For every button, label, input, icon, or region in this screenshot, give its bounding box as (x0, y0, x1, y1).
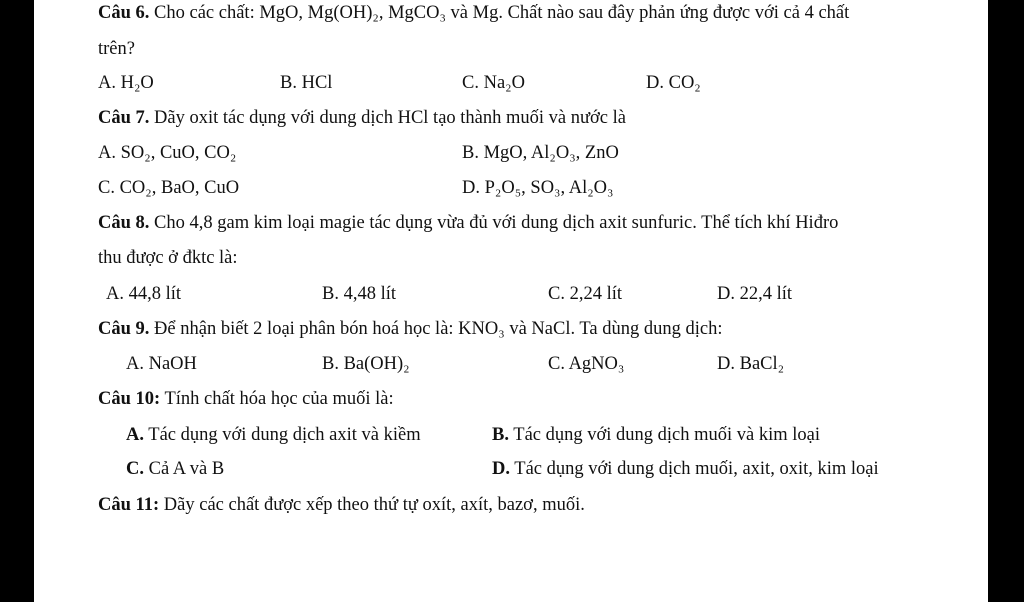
question-6-label: Câu 6. (98, 3, 150, 23)
q10-option-c (126, 458, 224, 480)
question-8-text: Cho 4,8 gam kim loại magie tác dụng vừa đủ với dung dịch axit sunfuric. Thể tích khí Hiđro (154, 213, 839, 233)
question-9-label: Câu 9. (98, 319, 150, 339)
q10-option-c-text: Cả A và B (148, 459, 225, 479)
question-10 (98, 388, 394, 410)
q10-option-a (126, 424, 421, 446)
q10-option-d-text: Tác dụng với dung dịch muối, axit, oxit, kim loại (514, 459, 879, 479)
question-9-text: Để nhận biết 2 loại phân bón hoá học là: KNO₃ và NaCl. Ta dùng dung dịch: (154, 319, 723, 339)
question-6 (98, 2, 849, 24)
question-6-text-cont: trên? (98, 39, 135, 59)
question-7 (98, 107, 626, 129)
question-11 (98, 494, 585, 516)
question-7-label: Câu 7. (98, 108, 150, 128)
q7-option-c: C. CO₂, BaO, CuO (98, 178, 240, 198)
q10-option-c-letter: C. (126, 459, 144, 479)
q7-option-a: A. SO₂, CuO, CO₂ (98, 143, 237, 163)
question-9 (98, 318, 722, 340)
q10-option-a-letter: A. (126, 425, 144, 445)
q6-option-d: D. CO₂ (646, 73, 701, 93)
question-8 (98, 212, 838, 234)
q10-option-b-letter: B. (492, 425, 509, 445)
question-10-text: Tính chất hóa học của muối là: (164, 389, 394, 409)
q10-option-b (492, 424, 820, 446)
q6-option-b: B. HCl (280, 73, 333, 93)
question-7-text: Dãy oxit tác dụng với dung dịch HCl tạo thành muối và nước là (154, 108, 626, 128)
q9-option-c: C. AgNO₃ (548, 354, 625, 374)
q8-option-d: D. 22,4 lít (717, 284, 793, 304)
q8-option-b: B. 4,48 lít (322, 284, 397, 304)
document-page (34, 0, 988, 602)
q10-option-d-letter: D. (492, 459, 510, 479)
q8-option-a: A. 44,8 lít (106, 284, 182, 304)
question-8-label: Câu 8. (98, 213, 150, 233)
q6-option-a: A. H₂O (98, 73, 154, 93)
q9-option-a: A. NaOH (126, 354, 197, 374)
q10-option-d (492, 458, 879, 480)
q9-option-b: B. Ba(OH)₂ (322, 354, 410, 374)
question-10-label: Câu 10: (98, 389, 161, 409)
q8-option-c: C. 2,24 lít (548, 284, 623, 304)
question-6-text: Cho các chất: MgO, Mg(OH)₂, MgCO₃ và Mg. Chất nào sau đây phản ứng được với cả 4 chất (154, 3, 850, 23)
question-8-text-cont: thu được ở đktc là: (98, 248, 238, 268)
question-11-label: Câu 11: (98, 495, 160, 515)
question-11-text: Dãy các chất được xếp theo thứ tự oxít, axít, bazơ, muối. (163, 495, 585, 515)
q10-option-b-text: Tác dụng với dung dịch muối và kim loại (513, 425, 821, 445)
q10-option-a-text: Tác dụng với dung dịch axit và kiềm (148, 425, 421, 445)
q6-option-c: C. Na₂O (462, 73, 525, 93)
q7-option-d: D. P₂O₅, SO₃, Al₂O₃ (462, 178, 614, 198)
q7-option-b: B. MgO, Al₂O₃, ZnO (462, 143, 619, 163)
q9-option-d: D. BaCl₂ (717, 354, 785, 374)
